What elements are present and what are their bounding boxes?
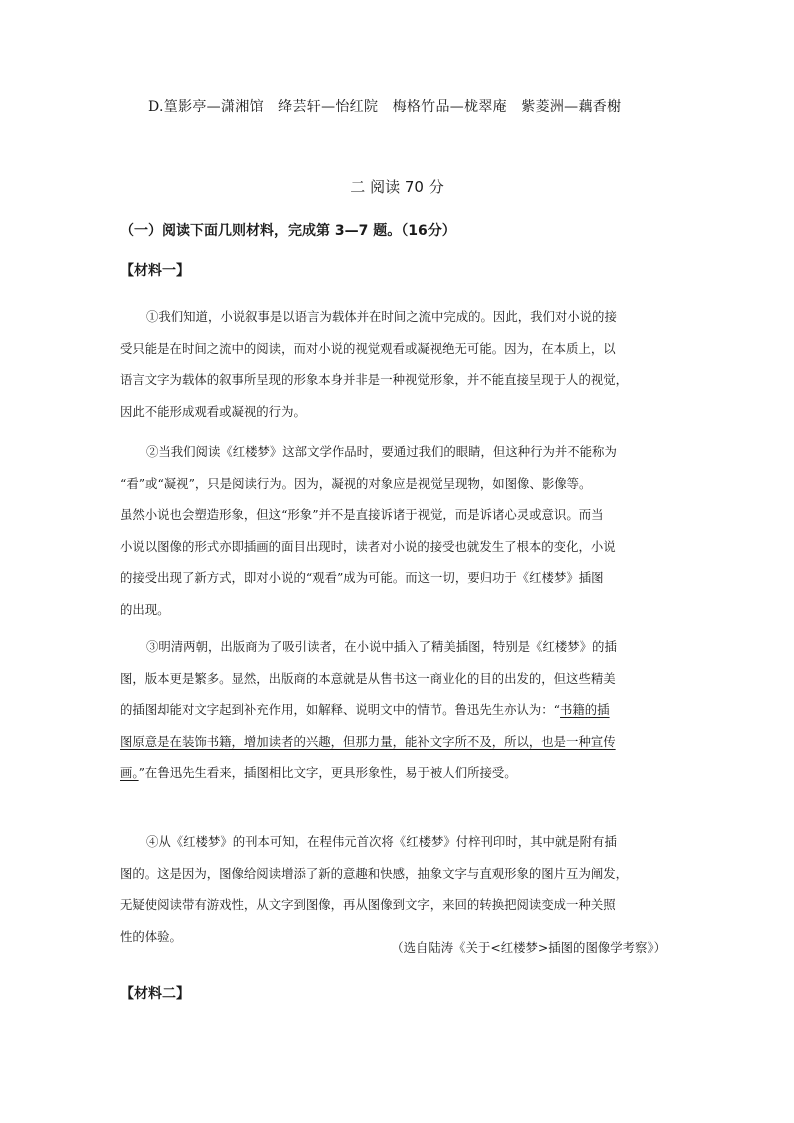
paragraph-line: 因此不能形成观看或凝视的行为。 (120, 403, 306, 419)
paragraph-line: 图的。这是因为，图像给阅读增添了新的意趣和快感，抽象文字与直观形象的图片互为阐发， (120, 865, 629, 881)
material-1-label: 【材料一】 (120, 263, 190, 279)
paragraph-line (120, 757, 675, 789)
quote-underlined: 画。 (120, 765, 139, 780)
material-2-label: 【材料二】 (120, 986, 190, 1002)
paragraph-line: 受只能是在时间之流中的阅读，而对小说的视觉观看或凝视绝无可能。因为，在本质上，以 (120, 340, 616, 356)
quote-underlined: 图原意是在装饰书籍，增加读者的兴趣，但那力量，能补文字所不及，所以，也是一种宣传 (120, 733, 616, 749)
reading-intro: （一）阅读下面几则材料，完成第 3—7 题。（16分） (120, 223, 456, 239)
paragraph-line (120, 694, 675, 726)
paragraph-line: ④从《红楼梦》的刊本可知，在程伟元首次将《红楼梦》付梓刊印时，其中就是附有插 (146, 834, 617, 849)
paragraph-line: 无疑使阅读带有游戏性，从文字到图像，再从图像到文字，来回的转换把阅读变成一种关照 (120, 897, 616, 912)
paragraph-line: 图，版本更是繁多。显然，出版商的本意就是从售书这一商业化的目的出发的，但这些精美 (120, 670, 616, 686)
paragraph-line: 的接受出现了新方式，即对小说的“观看”成为可能。而这一切，要归功于《红楼梦》插图 (120, 570, 604, 585)
option-d: D.篁影亭—潇湘馆 绛芸轩—怡红院 梅格竹品—栊翠庵 紫菱洲—藕香榭 (148, 99, 622, 115)
paragraph-3 (120, 631, 675, 789)
paragraph-line: 小说以图像的形式亦即插画的面目出现时，读者对小说的接受也就发生了根本的变化，小说 (120, 538, 616, 554)
paragraph-text: ”在鲁迅先生看来，插图相比文字，更具形象性，易于被人们所接受。 (138, 765, 517, 780)
section-title: 二 阅读 70 分 (350, 178, 444, 196)
paragraph-4 (120, 826, 675, 952)
paragraph-text: 的插图却能对文字起到补充作用，如解释、说明文中的情节。鲁迅先生亦认为：“ (120, 702, 561, 717)
paragraph-line: ②当我们阅读《红楼梦》这部文学作品时，要通过我们的眼睛，但这种行为并不能称为 (146, 444, 617, 459)
paragraph-line: ①我们知道，小说叙事是以语言为载体并在时间之流中完成的。因此，我们对小说的接 (146, 309, 617, 324)
paragraph-line: 语言文字为载体的叙事所呈现的形象本身并非是一种视觉形象，并不能直接呈现于人的视觉， (120, 372, 629, 387)
paragraph-line: 虽然小说也会塑造形象，但这“形象”并不是直接诉诸于视觉，而是诉诸心灵或意识。而当 (120, 507, 604, 522)
source-citation: （选自陆涛《关于<红楼梦>插图的图像学考察》） (391, 940, 666, 955)
paragraph-line: 性的体验。 (120, 928, 182, 944)
paragraph-line: 的出现。 (120, 601, 170, 617)
paragraph-line: ③明清两朝，出版商为了吸引读者，在小说中插入了精美插图，特别是《红楼梦》的插 (146, 639, 617, 654)
paragraph-1 (120, 301, 675, 427)
paragraph-2 (120, 436, 675, 625)
quote-underlined: 书籍的插 (560, 702, 610, 717)
paragraph-line (120, 726, 675, 758)
paragraph-line: “看”或“凝视”，只是阅读行为。因为，凝视的对象应是视觉呈现物，如图像、影像等。 (120, 475, 592, 491)
